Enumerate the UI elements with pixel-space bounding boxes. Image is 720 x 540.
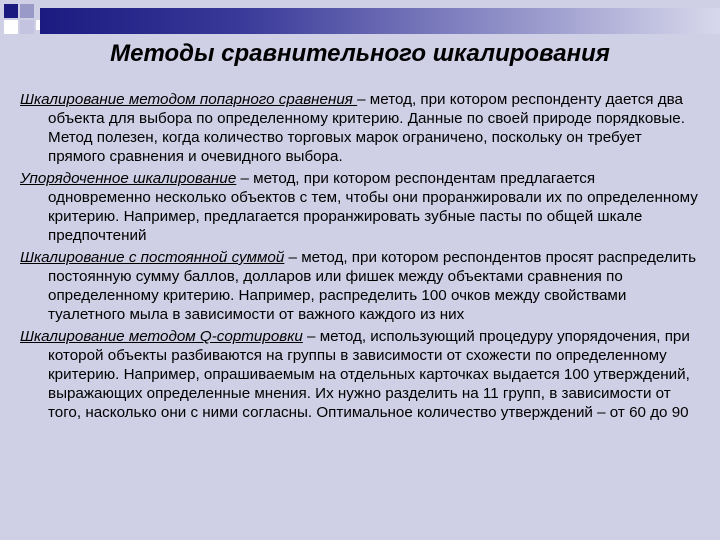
definition: – метод, при котором респонденту дается два объекта для выбора по определенному критерию. Данные по своей природе порядковые. Метод полезен, когда количество торговых марок ограничено, поскольку он требует прямого сравнения и очевидного выбора. [48, 91, 685, 165]
decor-square [4, 4, 18, 18]
decor-square [4, 20, 18, 34]
decor-top-bar [40, 8, 720, 34]
term: Упорядоченное шкалирование [20, 170, 237, 187]
slide-content [20, 90, 700, 425]
definition: – метод, при котором респондентам предлагается одновременно несколько объектов с тем, чтобы они проранжировали их по определенному критерию. Например, предлагается проранжировать зубные пасты по общей шкале предпочтений [48, 170, 698, 244]
definition: – метод, при котором респондентов просят распределить постоянную сумму баллов, долларов или фишек между объектами сравнения по определенному критерию. Например, распределить 100 очков между свойствами туалетного мыла в зависимости от важного каждого из них [48, 249, 697, 323]
definition: – метод, использующий процедуру упорядочения, при которой объекты разбиваются на группы в зависимости от схожести по определенному критерию. Например, опрашиваемым на отдельных карточках выдается 100 утверждений, выражающих определенные мнения. Их нужно разделить на 11 групп, в зависимости от того, насколько они с ними согласны. Оптимальное количество утверждений – от 60 до 90 [48, 328, 690, 421]
term: Шкалирование методом Q-сортировки [20, 328, 303, 345]
paragraph-rank-order [20, 169, 700, 245]
decor-square [20, 4, 34, 18]
paragraph-paired-comparison [20, 90, 700, 166]
term: Шкалирование с постоянной суммой [20, 249, 285, 266]
decor-square [20, 20, 34, 34]
term: Шкалирование методом попарного сравнения [20, 91, 358, 108]
paragraph-q-sort [20, 327, 700, 422]
paragraph-constant-sum [20, 248, 700, 324]
slide-title: Методы сравнительного шкалирования [110, 40, 610, 67]
